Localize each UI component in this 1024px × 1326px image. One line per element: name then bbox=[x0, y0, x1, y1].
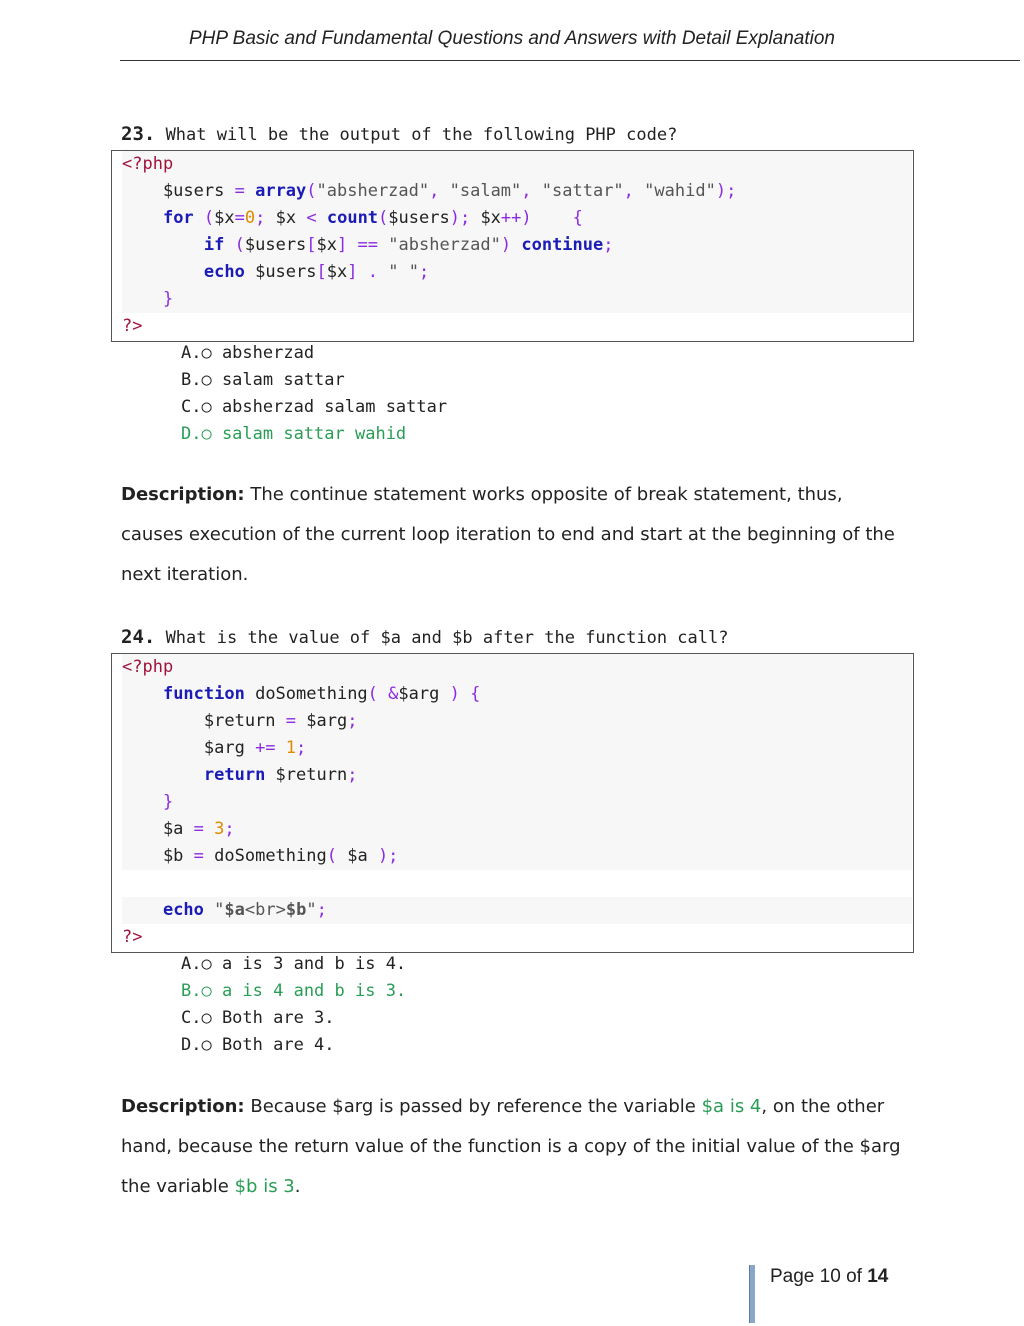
code-line: } bbox=[122, 789, 912, 816]
page-total: 14 bbox=[867, 1266, 889, 1287]
code-line: <?php bbox=[122, 151, 912, 178]
code-line: echo $users[$x] . " "; bbox=[122, 259, 912, 286]
question-24 bbox=[121, 626, 728, 648]
answer-b-correct[interactable]: B.○ a is 4 and b is 3. bbox=[181, 981, 407, 1001]
question-number: 23. bbox=[121, 123, 156, 145]
description-label: Description: bbox=[121, 484, 245, 505]
answer-c[interactable]: C.○ Both are 3. bbox=[181, 1008, 335, 1028]
description-text: , on the other hand, because the return value of the function is a copy of the initial value of the $arg the variable bbox=[121, 1096, 901, 1197]
code-line: $users = array("absherzad", "salam", "sattar", "wahid"); bbox=[122, 178, 912, 205]
code-line: function doSomething( &$arg ) { bbox=[122, 681, 912, 708]
highlight-b: $b is 3 bbox=[234, 1176, 295, 1197]
description-text: Because $arg is passed by reference the variable bbox=[244, 1096, 702, 1117]
answer-d[interactable]: D.○ Both are 4. bbox=[181, 1035, 335, 1055]
page-header: PHP Basic and Fundamental Questions and Answers with Detail Explanation bbox=[189, 28, 835, 49]
description-label: Description: bbox=[121, 1096, 245, 1117]
code-line: <?php bbox=[122, 654, 912, 681]
code-line bbox=[122, 870, 912, 897]
answers-24 bbox=[181, 951, 406, 1059]
code-line: for ($x=0; $x < count($users); $x++) { bbox=[122, 205, 912, 232]
code-line: return $return; bbox=[122, 762, 912, 789]
code-line: if ($users[$x] == "absherzad") continue; bbox=[122, 232, 912, 259]
code-line: } bbox=[122, 286, 912, 313]
answer-d-correct[interactable]: D.○ salam sattar wahid bbox=[181, 424, 407, 444]
answer-a[interactable]: A.○ absherzad bbox=[181, 343, 315, 363]
code-line: $a = 3; bbox=[122, 816, 912, 843]
page-number bbox=[770, 1266, 888, 1288]
code-line: $arg += 1; bbox=[122, 735, 912, 762]
header-rule bbox=[120, 60, 1020, 61]
answer-b[interactable]: B.○ salam sattar bbox=[181, 370, 345, 390]
code-line: echo "$a<br>$b"; bbox=[122, 897, 912, 924]
code-line: $b = doSomething( $a ); bbox=[122, 843, 912, 870]
footer-bar bbox=[749, 1265, 755, 1323]
answer-c[interactable]: C.○ absherzad salam sattar bbox=[181, 397, 448, 417]
description-24 bbox=[121, 1087, 901, 1207]
answers-23 bbox=[181, 340, 447, 448]
description-text: . bbox=[294, 1176, 301, 1197]
code-line: $return = $arg; bbox=[122, 708, 912, 735]
question-number: 24. bbox=[121, 626, 156, 648]
code-line: ?> bbox=[122, 316, 143, 336]
code-block-23 bbox=[111, 150, 914, 342]
code-line: ?> bbox=[122, 927, 143, 947]
question-23 bbox=[121, 123, 677, 145]
page-prefix: Page 10 of bbox=[770, 1266, 868, 1287]
answer-a[interactable]: A.○ a is 3 and b is 4. bbox=[181, 954, 407, 974]
code-block-24 bbox=[111, 653, 914, 953]
description-text: The continue statement works opposite of break statement, thus, causes execution of the current loop iteration to end and start at the beginning of the next iteration. bbox=[121, 484, 895, 585]
question-text: What will be the output of the following PHP code? bbox=[155, 125, 678, 145]
question-text: What is the value of $a and $b after the function call? bbox=[155, 628, 729, 648]
highlight-a: $a is 4 bbox=[701, 1096, 762, 1117]
description-23 bbox=[121, 475, 901, 595]
